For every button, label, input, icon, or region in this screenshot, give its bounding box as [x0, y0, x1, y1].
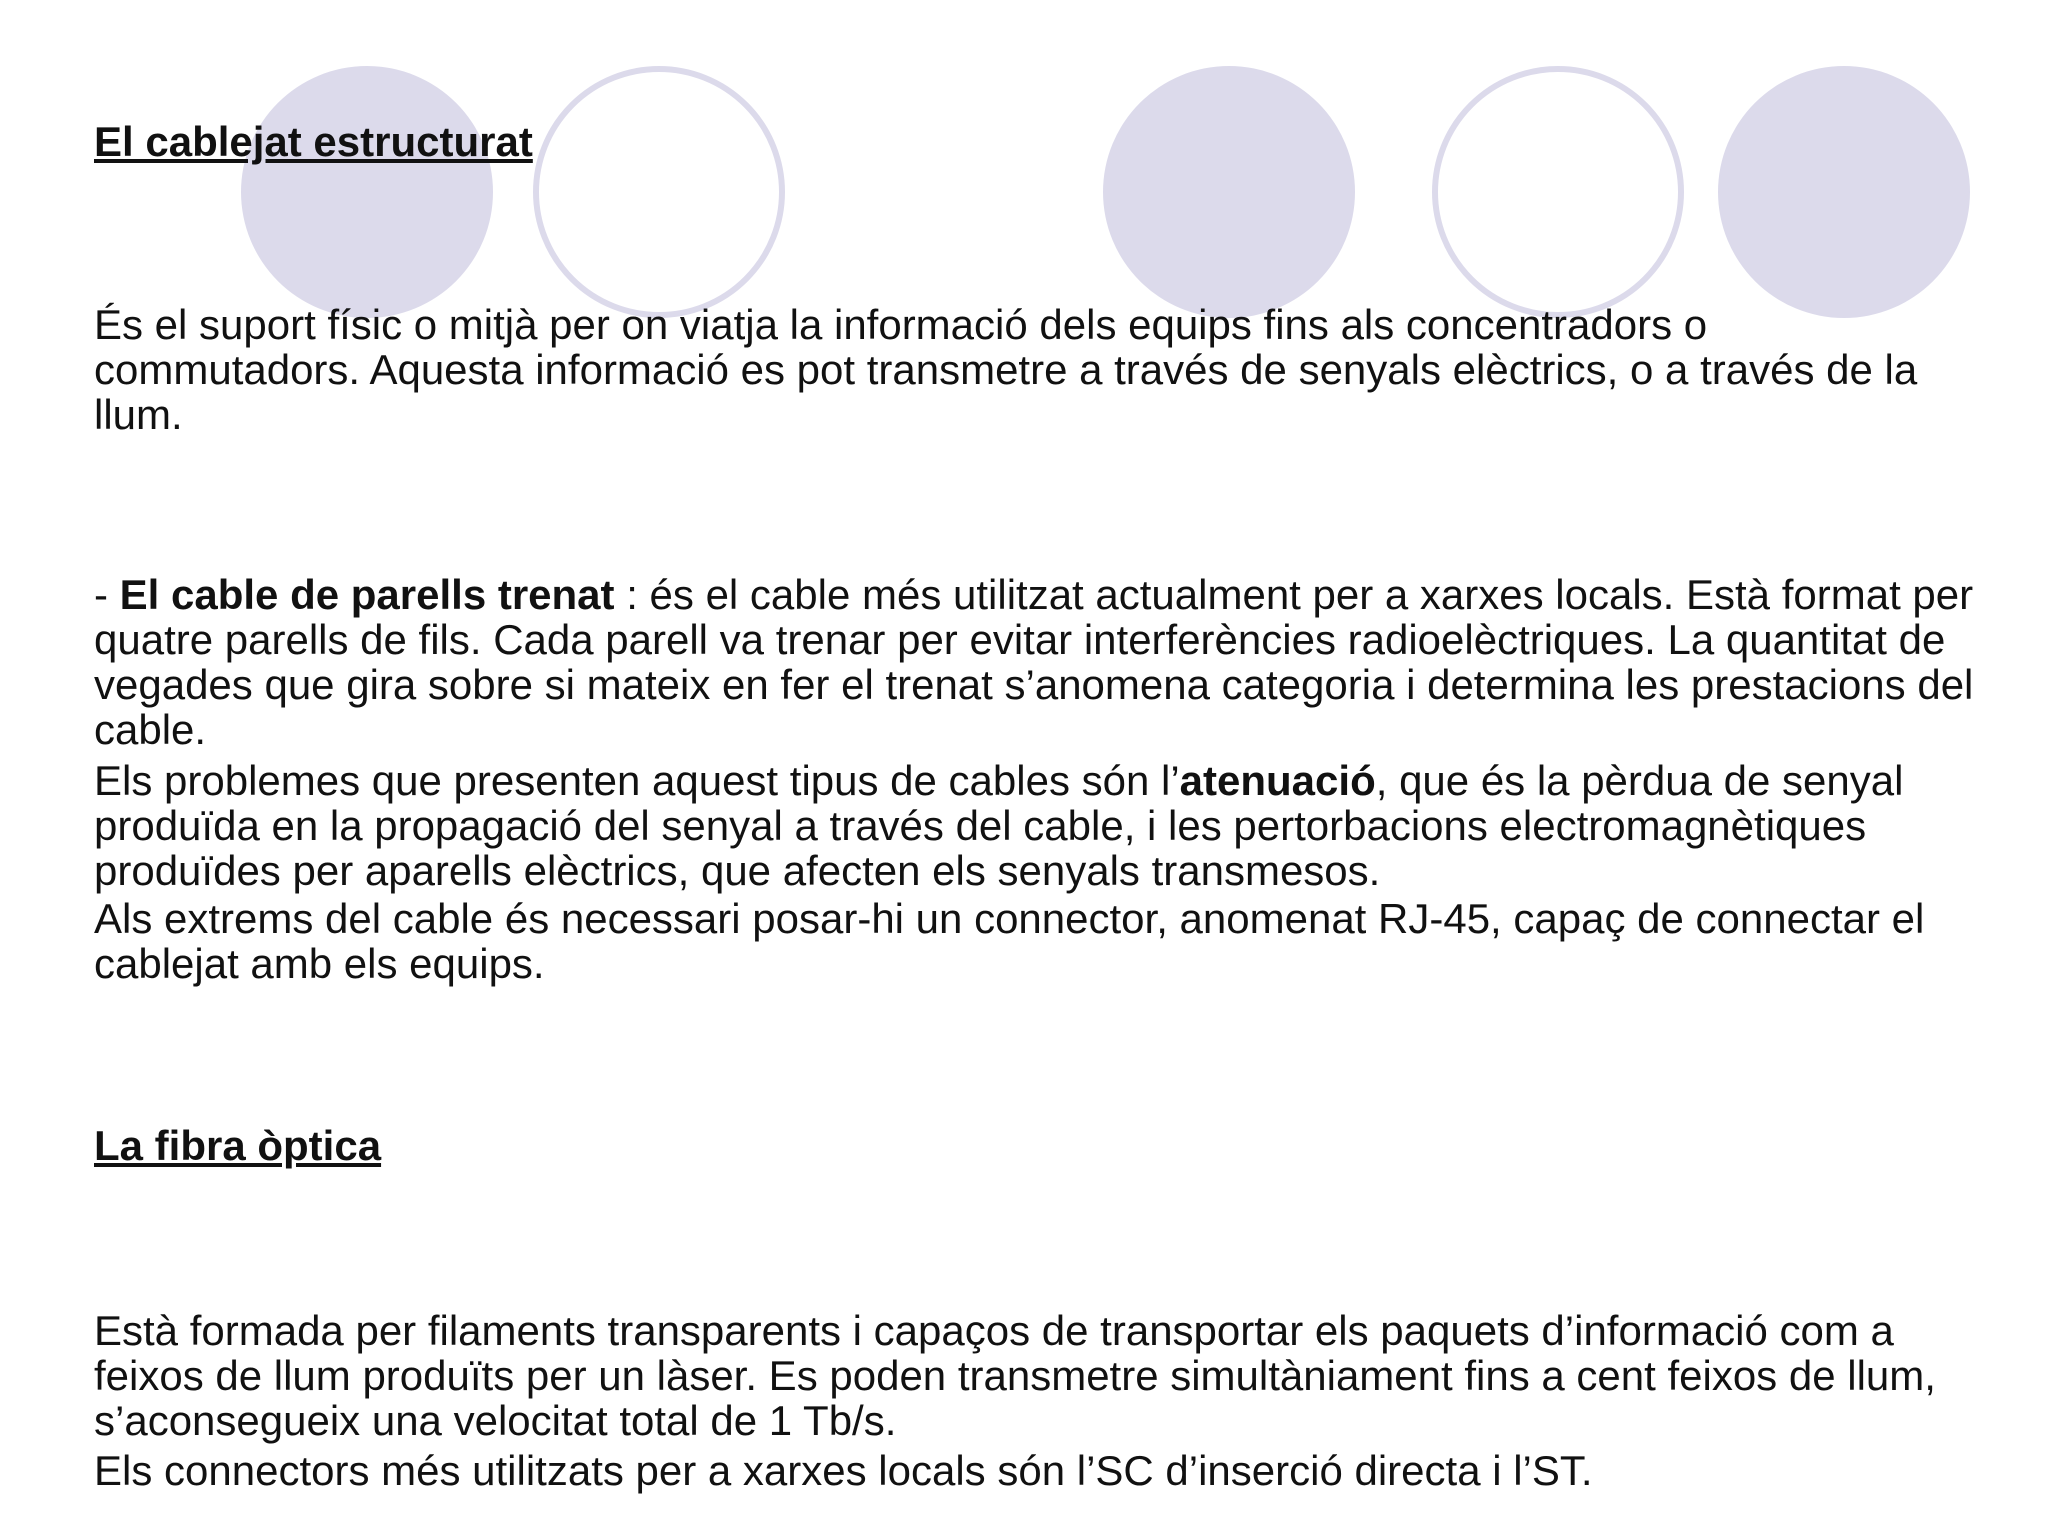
decorative-ring-4: [1432, 66, 1684, 318]
decorative-circle-5: [1718, 66, 1970, 318]
section-heading-structured-cabling: El cablejat estructurat: [94, 118, 533, 165]
paragraph-fiber-connectors: Els connectors més utilitzats per a xarxes locals són l’SC d’inserció directa i l’ST.: [94, 1447, 1593, 1494]
term-twisted-pair: El cable de parells trenat: [119, 571, 615, 618]
problems-text-after: , que és la pèrdua de senyal produïda en la propagació del senyal a través del cable, i les pertorbacions electromagnètiques produïdes per aparells elèctrics, que afecten els senyals transmesos.: [94, 757, 1904, 894]
paragraph-cable-problems: [94, 758, 1974, 893]
term-attenuation: atenuació: [1179, 757, 1376, 804]
paragraph-rj45-connector: Als extrems del cable és necessari posar-hi un connector, anomenat RJ-45, capaç de connectar el cablejat amb els equips.: [94, 895, 1925, 987]
list-dash: -: [94, 571, 120, 618]
paragraph-fiber-intro: Està formada per filaments transparents i capaços de transportar els paquets d’informació com a feixos de llum produïts per un làser. Es poden transmetre simultàniament fins a cent feixos de llum, s’aconsegueix una velocitat total de 1 Tb/s.: [94, 1307, 1936, 1444]
paragraph-twisted-pair: [94, 572, 1974, 752]
decorative-circle-3: [1103, 66, 1355, 318]
problems-text-before: Els problemes que presenten aquest tipus de cables són l’: [94, 757, 1180, 804]
twisted-pair-description: : és el cable més utilitzat actualment per a xarxes locals. Està format per quatre parells de fils. Cada parell va trenar per evitar interferències radioelèctriques. La quantitat de vegades que gira sobre si mateix en fer el trenat s’anomena categoria i determina les prestacions del cable.: [94, 571, 1974, 753]
decorative-circle-1: [241, 66, 493, 318]
section-heading-fiber-optics: La fibra òptica: [94, 1122, 382, 1169]
decorative-ring-2: [533, 66, 785, 318]
paragraph-cabling-intro: És el suport físic o mitjà per on viatja la informació dels equips fins als concentradors o commutadors. Aquesta informació es pot transmetre a través de senyals elèctrics, o a través de la llum.: [94, 301, 1918, 438]
